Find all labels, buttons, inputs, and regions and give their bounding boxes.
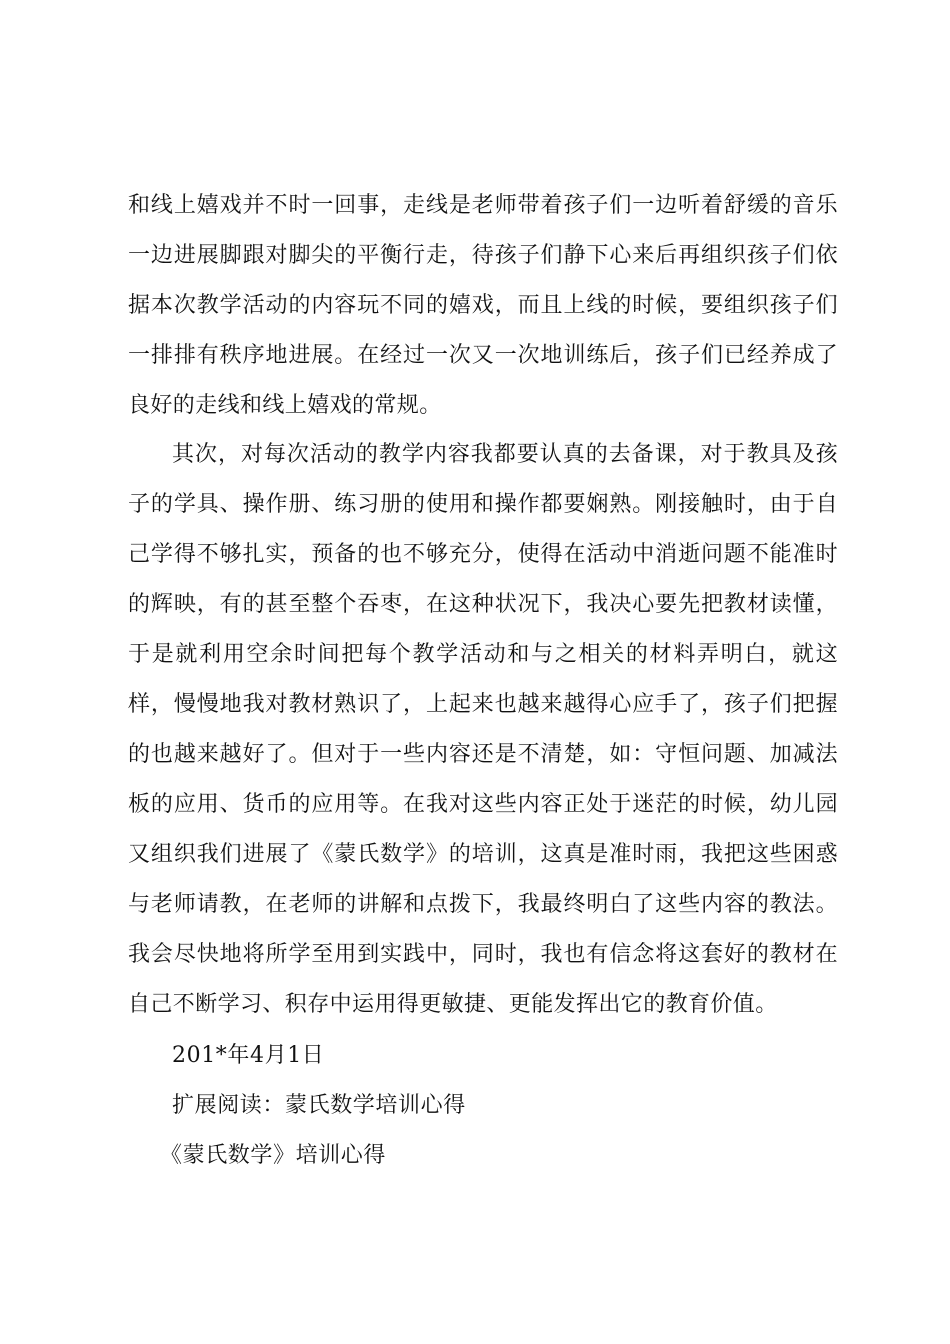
paragraph-1-line-1: 和线上嬉戏并不时一回事，走线是老师带着孩子们一边听着舒缓的音乐 xyxy=(128,193,838,218)
article-subtitle: 《蒙氏数学》培训心得 xyxy=(160,1143,387,1168)
paragraph-2-line-3: 己学得不够扎实，预备的也不够充分，使得在活动中消逝问题不能准时 xyxy=(128,542,838,567)
extended-reading-heading: 扩展阅读：蒙氏数学培训心得 xyxy=(172,1093,466,1118)
paragraph-2-line-2: 子的学具、操作册、练习册的使用和操作都要娴熟。刚接触时，由于自 xyxy=(128,492,838,517)
paragraph-1-line-4: 一排排有秩序地进展。在经过一次又一次地训练后，孩子们已经养成了 xyxy=(128,343,838,368)
paragraph-2-line-7: 的也越来越好了。但对于一些内容还是不清楚，如：守恒问题、加减法 xyxy=(128,742,838,767)
paragraph-2-line-10: 与老师请教，在老师的讲解和点拨下，我最终明白了这些内容的教法。 xyxy=(128,892,838,917)
paragraph-2-line-1: 其次，对每次活动的教学内容我都要认真的去备课，对于教具及孩 xyxy=(172,442,838,467)
paragraph-2-line-8: 板的应用、货币的应用等。在我对这些内容正处于迷茫的时候，幼儿园 xyxy=(128,792,838,817)
paragraph-2-line-6: 样，慢慢地我对教材熟识了，上起来也越来越得心应手了，孩子们把握 xyxy=(128,692,838,717)
paragraph-2-line-4: 的辉映，有的甚至整个吞枣，在这种状况下，我决心要先把教材读懂， xyxy=(128,592,838,617)
paragraph-1-line-5: 良好的走线和线上嬉戏的常规。 xyxy=(128,393,442,418)
paragraph-2-line-12: 自己不断学习、积存中运用得更敏捷、更能发挥出它的教育价值。 xyxy=(128,992,778,1017)
paragraph-1-line-2: 一边进展脚跟对脚尖的平衡行走，待孩子们静下心来后再组织孩子们依 xyxy=(128,243,838,268)
paragraph-2-line-9: 又组织我们进展了《蒙氏数学》的培训，这真是准时雨，我把这些困惑 xyxy=(128,842,838,867)
paragraph-2-line-5: 于是就利用空余时间把每个教学活动和与之相关的材料弄明白，就这 xyxy=(128,642,838,667)
paragraph-1-line-3: 据本次教学活动的内容玩不同的嬉戏，而且上线的时候，要组织孩子们 xyxy=(128,293,838,318)
document-date: 201*年4月1日 xyxy=(172,1043,325,1068)
paragraph-2-line-11: 我会尽快地将所学至用到实践中，同时，我也有信念将这套好的教材在 xyxy=(128,942,838,967)
